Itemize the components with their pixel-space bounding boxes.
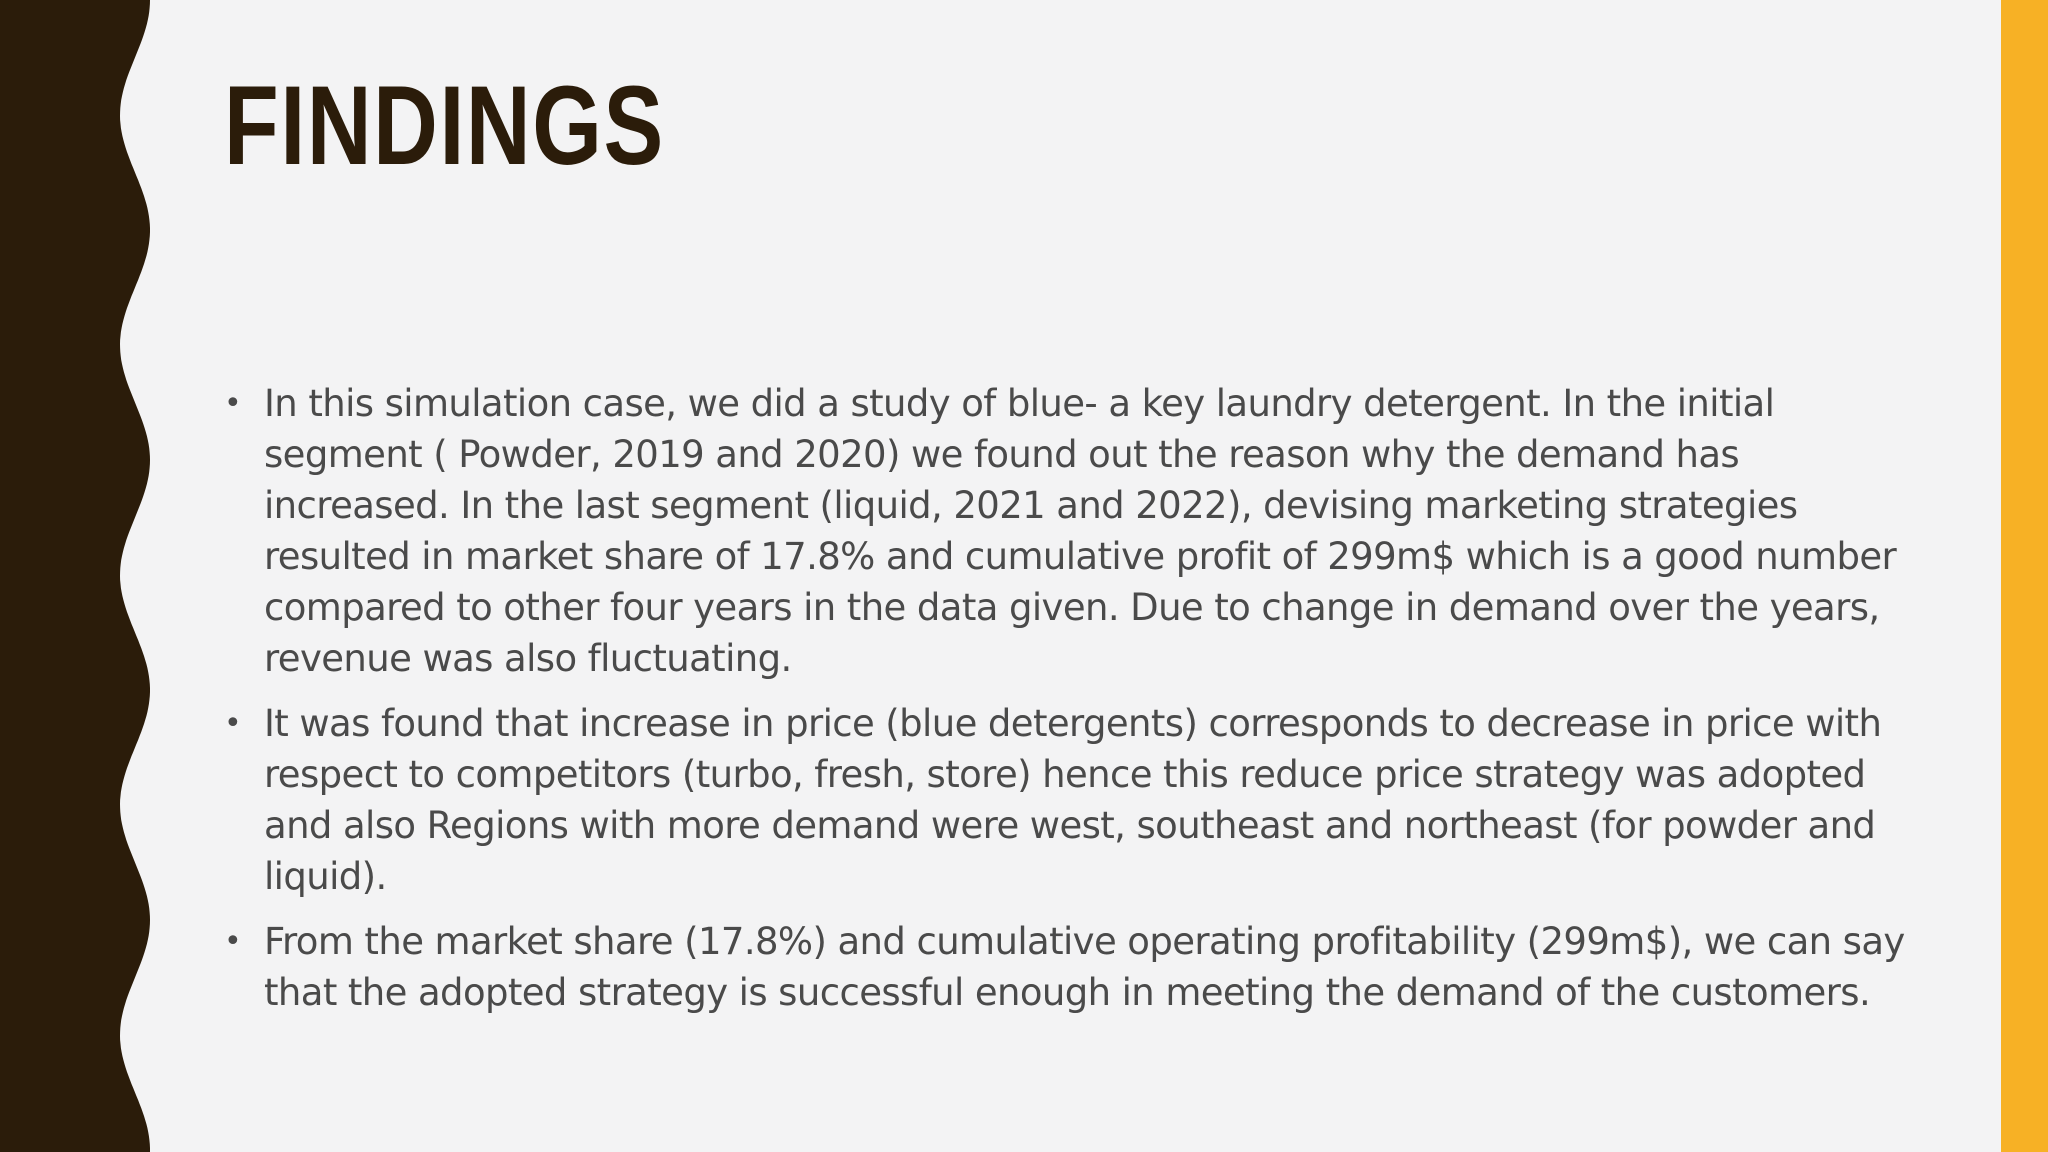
bullet-item: [224, 698, 1924, 902]
bullet-marker: •: [224, 924, 242, 959]
accent-bar-right: [2001, 0, 2048, 1152]
bullet-marker: •: [224, 386, 242, 421]
bullet-item: [224, 916, 1924, 1018]
bullet-item: [224, 378, 1924, 684]
bullet-marker: •: [224, 706, 242, 741]
bullet-text: From the market share (17.8%) and cumulative operating profitability (299m$), we can say that the adopted strategy is successful enough in meeting the demand of the customers.: [264, 920, 1905, 1014]
bullet-text: It was found that increase in price (blue detergents) corresponds to decrease in price with respect to competitors (turbo, fresh, store) hence this reduce price strategy was adopted and also Regions with more demand were west, southeast and northeast (for powder and liquid).: [264, 702, 1882, 898]
bullet-text: In this simulation case, we did a study of blue- a key laundry detergent. In the initial segment ( Powder, 2019 and 2020) we found out the reason why the demand has increased. In the last segment (liquid, 2021 and 2022), devising marketing strategies resulted in market share of 17.8% and cumulative profit of 299m$ which is a good number compared to other four years in the data given. Due to change in demand over the years, revenue was also fluctuating.: [264, 382, 1897, 680]
bullet-list: [224, 378, 1924, 1032]
wavy-left-band: [0, 0, 160, 1152]
slide-title: FINDINGS: [224, 63, 665, 188]
